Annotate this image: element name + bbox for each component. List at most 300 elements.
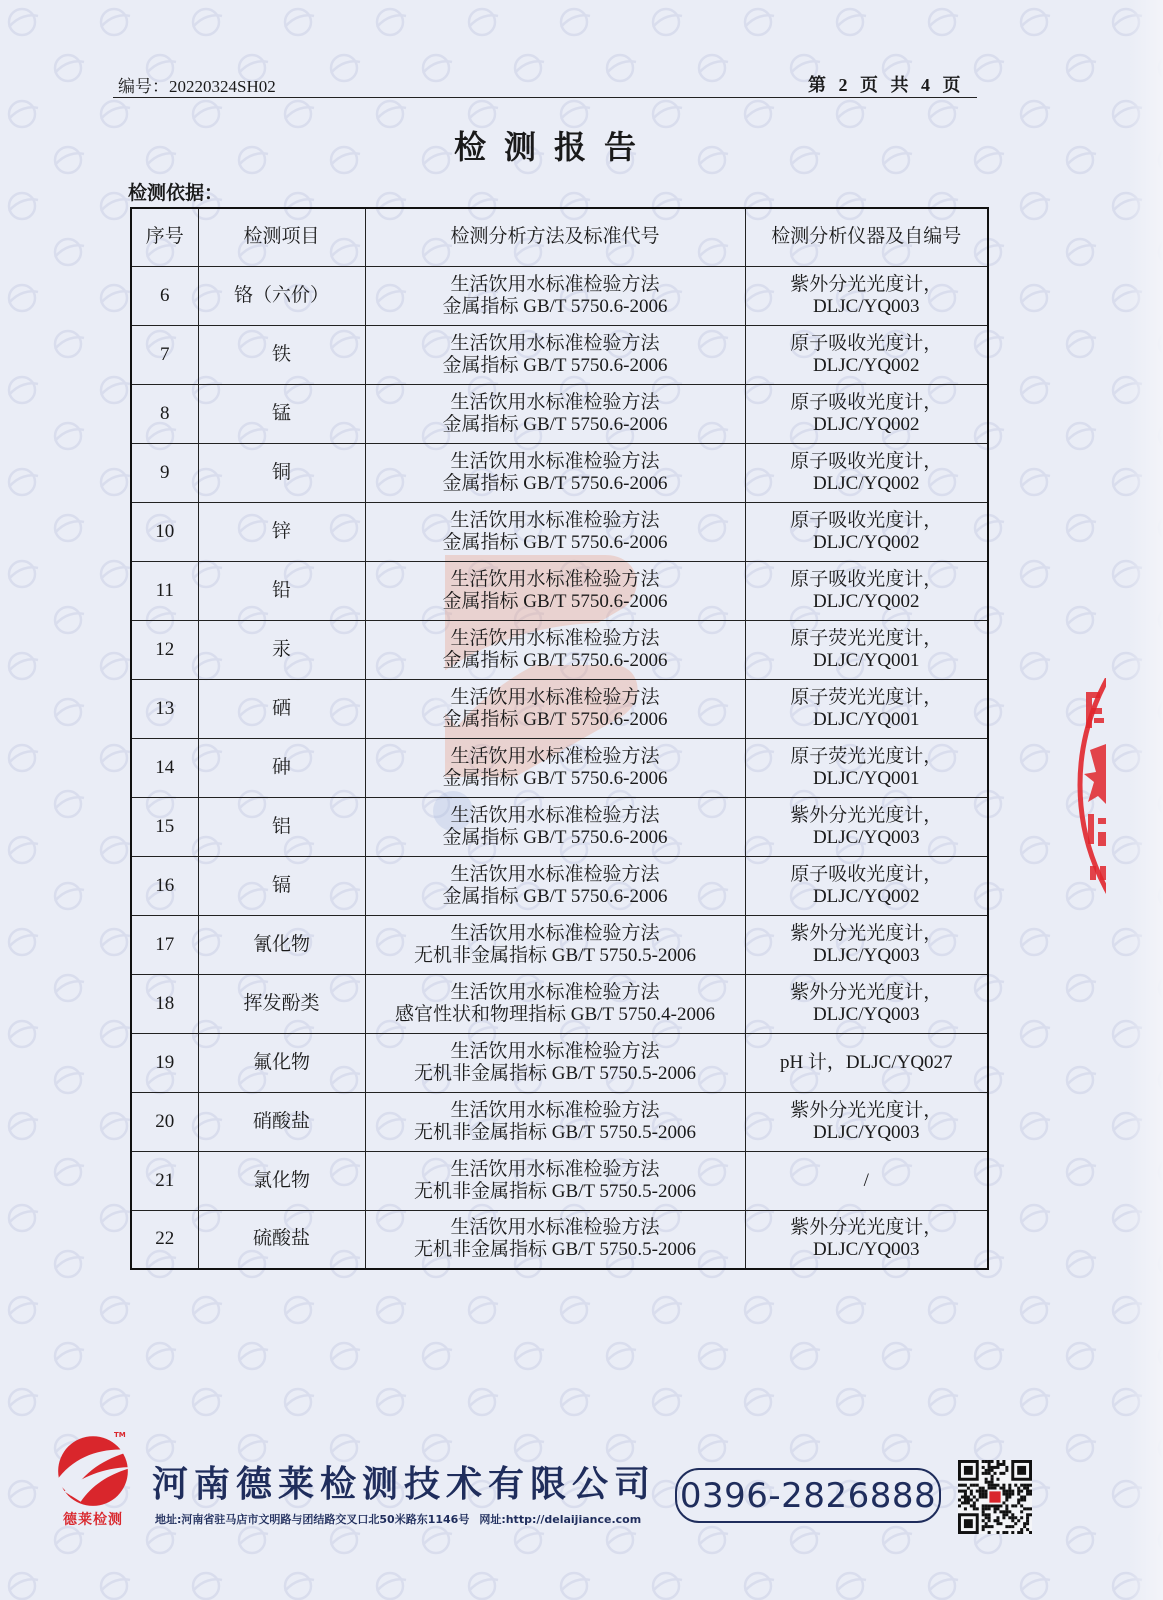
qr-module [958, 1504, 961, 1507]
cell-test-method-line: 金属指标 GB/T 5750.6-2006 [442, 708, 668, 730]
qr-module [970, 1498, 973, 1501]
qr-module [982, 1466, 985, 1469]
qr-module [982, 1504, 985, 1507]
cell-instrument-line: / [863, 1169, 869, 1191]
report-number: 编号：20220324SH02 [118, 77, 276, 96]
qr-module [1029, 1531, 1032, 1534]
qr-module [1020, 1528, 1023, 1531]
cell-instrument-line: DLJC/YQ002 [812, 531, 920, 553]
qr-module [991, 1525, 994, 1528]
cell-test-item: 铜 [198, 443, 365, 502]
company-website: 网址:http://delaijiance.com [479, 1513, 642, 1526]
qr-module [1020, 1490, 1023, 1493]
table-row [131, 1210, 988, 1269]
qr-module [1020, 1510, 1023, 1513]
qr-module [991, 1481, 994, 1484]
qr-module [985, 1460, 988, 1463]
cell-instrument-line: 原子吸收光度计， [790, 863, 943, 885]
cell-test-method [365, 915, 745, 974]
qr-module [1005, 1466, 1008, 1469]
cell-instrument [745, 620, 988, 679]
qr-module [964, 1507, 967, 1510]
cell-instrument [745, 325, 988, 384]
table-row [131, 679, 988, 738]
qr-module [1023, 1522, 1026, 1525]
qr-module [1017, 1519, 1020, 1522]
qr-module [985, 1504, 988, 1507]
qr-module [1026, 1493, 1029, 1496]
cell-instrument [745, 1033, 988, 1092]
qr-module [958, 1490, 961, 1493]
qr-module [1002, 1493, 1005, 1496]
cell-test-method-line: 生活饮用水标准检验方法 [450, 568, 660, 590]
section-label: 检测依据： [128, 183, 224, 204]
cell-test-method-line: 生活饮用水标准检验方法 [450, 981, 660, 1003]
qr-module [988, 1516, 991, 1519]
table-row [131, 561, 988, 620]
qr-module [996, 1507, 999, 1510]
cell-test-item: 铅 [198, 561, 365, 620]
qr-module [996, 1484, 999, 1487]
qr-module [979, 1493, 982, 1496]
qr-module [964, 1493, 967, 1496]
cell-test-item: 硫酸盐 [198, 1210, 365, 1269]
qr-module [982, 1519, 985, 1522]
qr-module [1008, 1516, 1011, 1519]
cell-test-item: 铁 [198, 325, 365, 384]
cell-test-method-line: 金属指标 GB/T 5750.6-2006 [442, 826, 668, 848]
qr-module [996, 1522, 999, 1525]
cell-test-item: 砷 [198, 738, 365, 797]
qr-module [1008, 1490, 1011, 1493]
qr-module [1011, 1493, 1014, 1496]
qr-module [999, 1504, 1002, 1507]
cell-instrument [745, 915, 988, 974]
cell-serial-number: 6 [131, 266, 198, 325]
cell-instrument-line: DLJC/YQ002 [812, 885, 920, 907]
cell-instrument-line: DLJC/YQ002 [812, 590, 920, 612]
qr-module [976, 1490, 979, 1493]
qr-module [1005, 1498, 1008, 1501]
qr-module [982, 1525, 985, 1528]
cell-serial-number: 8 [131, 384, 198, 443]
phone-badge [675, 1468, 941, 1523]
cell-test-method [365, 384, 745, 443]
cell-serial-number: 9 [131, 443, 198, 502]
qr-module [964, 1501, 967, 1504]
qr-module [964, 1498, 967, 1501]
cell-test-item: 镉 [198, 856, 365, 915]
cell-test-method-line: 金属指标 GB/T 5750.6-2006 [442, 413, 668, 435]
cell-test-method-line: 生活饮用水标准检验方法 [450, 332, 660, 354]
cell-instrument [745, 502, 988, 561]
cell-serial-number: 21 [131, 1151, 198, 1210]
cell-instrument-line: 原子吸收光度计， [790, 332, 943, 354]
cell-test-method-line: 生活饮用水标准检验方法 [450, 922, 660, 944]
qr-module [970, 1504, 973, 1507]
cell-instrument-line: DLJC/YQ001 [812, 649, 920, 671]
qr-module [994, 1487, 997, 1490]
qr-module [988, 1481, 991, 1484]
cell-instrument-line: 原子吸收光度计， [790, 450, 943, 472]
table-row [131, 502, 988, 561]
table-row [131, 1092, 988, 1151]
qr-module [1008, 1496, 1011, 1499]
qr-module [1020, 1498, 1023, 1501]
cell-instrument-line: 原子吸收光度计， [790, 509, 943, 531]
qr-module [1029, 1490, 1032, 1493]
qr-module [1020, 1531, 1023, 1534]
qr-module [1005, 1496, 1008, 1499]
qr-module [994, 1466, 997, 1469]
qr-module [991, 1475, 994, 1478]
cell-instrument [745, 1210, 988, 1269]
qr-module [985, 1525, 988, 1528]
qr-module [985, 1516, 988, 1519]
qr-module [961, 1496, 964, 1499]
qr-module [982, 1528, 985, 1531]
cell-test-method-line: 生活饮用水标准检验方法 [450, 1158, 660, 1180]
cell-test-method-line: 生活饮用水标准检验方法 [450, 509, 660, 531]
cell-test-item: 氟化物 [198, 1033, 365, 1092]
qr-module [1026, 1522, 1029, 1525]
qr-module [1008, 1510, 1011, 1513]
qr-module [1002, 1472, 1005, 1475]
qr-module [1002, 1484, 1005, 1487]
cell-instrument [745, 384, 988, 443]
table-row [131, 856, 988, 915]
qr-module [988, 1531, 991, 1534]
qr-module [991, 1460, 994, 1463]
qr-module [994, 1504, 997, 1507]
table-row [131, 620, 988, 679]
cell-test-method-line: 生活饮用水标准检验方法 [450, 391, 660, 413]
cell-serial-number: 20 [131, 1092, 198, 1151]
cell-instrument-line: DLJC/YQ003 [812, 1121, 920, 1143]
qr-module [996, 1460, 999, 1463]
cell-instrument [745, 1092, 988, 1151]
qr-module [961, 1490, 964, 1493]
qr-module [985, 1481, 988, 1484]
qr-module [1026, 1487, 1029, 1490]
qr-module [1011, 1519, 1014, 1522]
cell-test-method-line: 无机非金属指标 GB/T 5750.5-2006 [413, 1121, 696, 1143]
qr-module [996, 1504, 999, 1507]
cell-instrument-line: 原子吸收光度计， [790, 568, 943, 590]
qr-module [1011, 1516, 1014, 1519]
column-header-instrument: 检测分析仪器及自编号 [745, 208, 988, 266]
cell-test-item: 氯化物 [198, 1151, 365, 1210]
cell-test-method-line: 金属指标 GB/T 5750.6-2006 [442, 885, 668, 907]
qr-module [985, 1507, 988, 1510]
qr-module [961, 1484, 964, 1487]
qr-module [970, 1493, 973, 1496]
qr-module [1011, 1513, 1014, 1516]
cell-test-method-line: 感官性状和物理指标 GB/T 5750.4-2006 [394, 1003, 715, 1025]
qr-module [988, 1487, 991, 1490]
qr-module [964, 1490, 967, 1493]
cell-instrument-line: 紫外分光光度计， [790, 804, 943, 826]
cell-instrument-line: 紫外分光光度计， [790, 273, 943, 295]
cell-test-item: 锰 [198, 384, 365, 443]
table-row [131, 1151, 988, 1210]
cell-test-method-line: 金属指标 GB/T 5750.6-2006 [442, 767, 668, 789]
cell-test-method-line: 生活饮用水标准检验方法 [450, 1099, 660, 1121]
qr-module [1023, 1507, 1026, 1510]
qr-module [988, 1519, 991, 1522]
cell-test-method-line: 生活饮用水标准检验方法 [450, 627, 660, 649]
qr-module [1011, 1490, 1014, 1493]
qr-module [973, 1507, 976, 1510]
qr-module [979, 1490, 982, 1493]
column-header-no: 序号 [131, 208, 198, 266]
test-basis-table [130, 207, 989, 1270]
cell-test-method-line: 无机非金属指标 GB/T 5750.5-2006 [413, 1239, 696, 1261]
cell-test-method [365, 561, 745, 620]
qr-finder-core [964, 1466, 973, 1475]
cell-test-method [365, 325, 745, 384]
qr-module [1020, 1496, 1023, 1499]
cell-instrument-line: DLJC/YQ002 [812, 354, 920, 376]
qr-module [988, 1463, 991, 1466]
qr-module [1008, 1525, 1011, 1528]
qr-module [1026, 1513, 1029, 1516]
qr-module [1005, 1469, 1008, 1472]
cell-test-method-line: 生活饮用水标准检验方法 [450, 1217, 660, 1239]
cell-serial-number: 12 [131, 620, 198, 679]
cell-instrument-line: 原子荧光光度计， [790, 745, 943, 767]
qr-module [1029, 1493, 1032, 1496]
qr-module [1023, 1525, 1026, 1528]
qr-module [1029, 1507, 1032, 1510]
qr-module [1023, 1498, 1026, 1501]
qr-module [1011, 1525, 1014, 1528]
cell-instrument-line: 紫外分光光度计， [790, 981, 943, 1003]
qr-module [982, 1487, 985, 1490]
cell-serial-number: 13 [131, 679, 198, 738]
cell-instrument [745, 679, 988, 738]
cell-test-item: 锌 [198, 502, 365, 561]
qr-module [1002, 1487, 1005, 1490]
qr-module [985, 1496, 988, 1499]
qr-module [1017, 1498, 1020, 1501]
cell-test-method [365, 1092, 745, 1151]
cell-serial-number: 7 [131, 325, 198, 384]
qr-module [982, 1490, 985, 1493]
qr-module [1008, 1484, 1011, 1487]
table-row [131, 974, 988, 1033]
qr-module [991, 1469, 994, 1472]
cell-test-method-line: 金属指标 GB/T 5750.6-2006 [442, 295, 668, 317]
qr-module [982, 1507, 985, 1510]
qr-module [988, 1507, 991, 1510]
qr-module [979, 1487, 982, 1490]
scan-edge [1128, 0, 1163, 1600]
qr-module [1020, 1484, 1023, 1487]
cell-test-method-line: 生活饮用水标准检验方法 [450, 804, 660, 826]
page-indicator: 第 2 页 共 4 页 [808, 75, 965, 95]
qr-module [1002, 1531, 1005, 1534]
cell-serial-number: 11 [131, 561, 198, 620]
qr-module [1026, 1490, 1029, 1493]
qr-module [996, 1466, 999, 1469]
cell-instrument-line: 原子荧光光度计， [790, 627, 943, 649]
table-row [131, 384, 988, 443]
cell-instrument [745, 266, 988, 325]
qr-module [985, 1478, 988, 1481]
qr-module [988, 1472, 991, 1475]
qr-module [1017, 1531, 1020, 1534]
cell-test-method [365, 679, 745, 738]
cell-test-method [365, 266, 745, 325]
qr-module [991, 1504, 994, 1507]
qr-module [985, 1469, 988, 1472]
cell-instrument-line: pH 计，DLJC/YQ027 [779, 1051, 953, 1073]
qr-module [1014, 1484, 1017, 1487]
qr-module [1017, 1493, 1020, 1496]
qr-module [1005, 1493, 1008, 1496]
qr-module [999, 1472, 1002, 1475]
qr-module [1005, 1507, 1008, 1510]
cell-test-method-line: 无机非金属指标 GB/T 5750.5-2006 [413, 944, 696, 966]
qr-logo [989, 1491, 1000, 1502]
table-body [131, 266, 988, 1269]
cell-instrument-line: DLJC/YQ001 [812, 708, 920, 730]
qr-module [973, 1496, 976, 1499]
qr-module [1023, 1484, 1026, 1487]
table-row [131, 915, 988, 974]
qr-module [1026, 1528, 1029, 1531]
cell-serial-number: 17 [131, 915, 198, 974]
qr-module [967, 1501, 970, 1504]
qr-module [996, 1516, 999, 1519]
qr-module [982, 1460, 985, 1463]
cell-instrument [745, 1151, 988, 1210]
qr-module [1023, 1487, 1026, 1490]
qr-module [991, 1466, 994, 1469]
cell-test-item: 铝 [198, 797, 365, 856]
seal-stamp-partial [1070, 678, 1106, 898]
cell-test-method [365, 738, 745, 797]
qr-module [1029, 1513, 1032, 1516]
qr-module [985, 1513, 988, 1516]
qr-module [1017, 1501, 1020, 1504]
phone-number: 0396-2826888 [679, 1475, 937, 1516]
qr-module [1002, 1510, 1005, 1513]
qr-module [973, 1501, 976, 1504]
qr-module [1002, 1516, 1005, 1519]
qr-module [994, 1519, 997, 1522]
table-row [131, 1033, 988, 1092]
qr-module [1014, 1522, 1017, 1525]
cell-serial-number: 10 [131, 502, 198, 561]
qr-module [1002, 1513, 1005, 1516]
qr-finder-core [1017, 1466, 1026, 1475]
qr-module [994, 1507, 997, 1510]
qr-module [976, 1484, 979, 1487]
cell-test-item: 氰化物 [198, 915, 365, 974]
cell-instrument [745, 856, 988, 915]
qr-module [1002, 1460, 1005, 1463]
qr-module [996, 1531, 999, 1534]
cell-test-method [365, 502, 745, 561]
qr-module [988, 1525, 991, 1528]
cell-test-method [365, 1151, 745, 1210]
table-header-row [131, 208, 988, 266]
cell-instrument [745, 797, 988, 856]
qr-module [961, 1501, 964, 1504]
cell-test-item: 硝酸盐 [198, 1092, 365, 1151]
cell-test-method [365, 1033, 745, 1092]
column-header-item: 检测项目 [198, 208, 365, 266]
qr-module [979, 1496, 982, 1499]
cell-instrument [745, 974, 988, 1033]
qr-module [988, 1484, 991, 1487]
cell-test-method [365, 974, 745, 1033]
table-row [131, 325, 988, 384]
qr-module [994, 1484, 997, 1487]
qr-module [1005, 1510, 1008, 1513]
cell-instrument-line: DLJC/YQ002 [812, 413, 920, 435]
logo-wordmark: 德莱检测 [63, 1512, 123, 1528]
cell-instrument-line: DLJC/YQ002 [812, 472, 920, 494]
company-logo [52, 1428, 134, 1510]
qr-module [1011, 1504, 1014, 1507]
cell-serial-number: 22 [131, 1210, 198, 1269]
cell-instrument-line: 紫外分光光度计， [790, 1217, 943, 1239]
cell-instrument-line: 原子荧光光度计， [790, 686, 943, 708]
cell-serial-number: 19 [131, 1033, 198, 1092]
cell-serial-number: 15 [131, 797, 198, 856]
qr-module [999, 1463, 1002, 1466]
cell-serial-number: 18 [131, 974, 198, 1033]
cell-instrument-line: 原子吸收光度计， [790, 391, 943, 413]
qr-module [1017, 1487, 1020, 1490]
qr-module [1014, 1504, 1017, 1507]
qr-module [964, 1496, 967, 1499]
cell-test-method [365, 620, 745, 679]
qr-module [982, 1493, 985, 1496]
qr-module [988, 1466, 991, 1469]
cell-instrument-line: DLJC/YQ003 [812, 1003, 920, 1025]
qr-module [991, 1487, 994, 1490]
qr-module [991, 1484, 994, 1487]
qr-module [988, 1504, 991, 1507]
cell-test-item: 铬（六价） [198, 266, 365, 325]
qr-module [999, 1522, 1002, 1525]
qr-module [1023, 1496, 1026, 1499]
cell-test-method [365, 443, 745, 502]
cell-instrument-line: DLJC/YQ003 [812, 295, 920, 317]
cell-test-method-line: 生活饮用水标准检验方法 [450, 745, 660, 767]
qr-module [1008, 1493, 1011, 1496]
qr-module [994, 1510, 997, 1513]
qr-module [1011, 1531, 1014, 1534]
qr-module [1026, 1519, 1029, 1522]
qr-module [1029, 1484, 1032, 1487]
qr-module [982, 1510, 985, 1513]
cell-test-method-line: 生活饮用水标准检验方法 [450, 863, 660, 885]
qr-code [958, 1460, 1032, 1534]
qr-module [1002, 1490, 1005, 1493]
cell-instrument-line: DLJC/YQ003 [812, 1239, 920, 1261]
qr-module [964, 1484, 967, 1487]
cell-test-method-line: 生活饮用水标准检验方法 [450, 686, 660, 708]
qr-module [982, 1496, 985, 1499]
qr-module [1017, 1490, 1020, 1493]
qr-module [1008, 1487, 1011, 1490]
cell-test-method-line: 生活饮用水标准检验方法 [450, 450, 660, 472]
